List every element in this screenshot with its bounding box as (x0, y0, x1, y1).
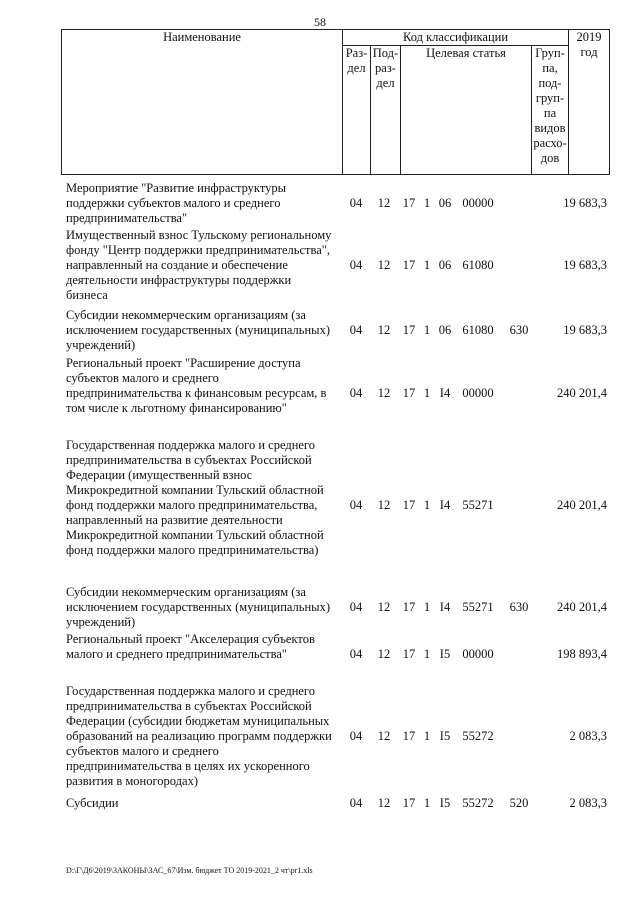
row-name-line: предпринимательства к финансовым ресурсам, в (66, 386, 327, 400)
cell-cs4: 00000 (462, 196, 494, 210)
header-year: 2019 год (569, 30, 610, 175)
row-name-line: Имущественный взнос Тульскому региональному (66, 228, 332, 242)
cell-podrazdel: 12 (377, 796, 391, 810)
cell-cs4: 55272 (462, 796, 494, 810)
cell-amount: 19 683,3 (563, 258, 607, 272)
row-name-line: субъектов малого и среднего (66, 371, 219, 385)
cell-razdel: 04 (349, 258, 363, 272)
cell-cs2: 1 (423, 386, 431, 400)
cell-cs3: 06 (438, 196, 452, 210)
row-name-line: учреждений) (66, 615, 136, 629)
cell-amount: 198 893,4 (557, 647, 607, 661)
row-name-line: предпринимательства в субъектах Российской (66, 453, 312, 467)
header-group: Груп- па, под- груп- па видов расхо- дов (532, 46, 569, 175)
cell-cs1: 17 (402, 647, 416, 661)
row-name-line: образований на реализацию программ поддержки (66, 729, 332, 743)
row-name-line: исключением государственных (муниципальных) (66, 600, 330, 614)
cell-cs1: 17 (402, 323, 416, 337)
cell-cs4: 00000 (462, 647, 494, 661)
row-name-line: Федерации (субсидии бюджетам муниципальных (66, 714, 330, 728)
cell-cs2: 1 (423, 600, 431, 614)
cell-cs2: 1 (423, 196, 431, 210)
cell-amount: 240 201,4 (557, 498, 607, 512)
row-name-line: деятельности инфраструктуры поддержки (66, 273, 292, 287)
cell-cs4: 55272 (462, 729, 494, 743)
cell-cs2: 1 (423, 729, 431, 743)
cell-podrazdel: 12 (377, 498, 391, 512)
cell-amount: 2 083,3 (569, 729, 607, 743)
cell-podrazdel: 12 (377, 323, 391, 337)
row-name-line: том числе к льготному финансированию" (66, 401, 287, 415)
cell-cs4: 55271 (462, 600, 494, 614)
row-name-line: учреждений) (66, 338, 136, 352)
cell-razdel: 04 (349, 498, 363, 512)
header-code: Код классификации (343, 30, 569, 46)
cell-cs2: 1 (423, 258, 431, 272)
cell-podrazdel: 12 (377, 647, 391, 661)
cell-cs3: I4 (439, 600, 451, 614)
row-name-line: предпринимательства в субъектах Российской (66, 699, 312, 713)
row-name-line: направленный на создание и обеспечение (66, 258, 288, 272)
cell-razdel: 04 (349, 386, 363, 400)
cell-cs2: 1 (423, 796, 431, 810)
header-target: Целевая статья (401, 46, 532, 175)
cell-cs3: 06 (438, 323, 452, 337)
row-name-line: малого и среднего предпринимательства" (66, 647, 288, 661)
cell-cs1: 17 (402, 729, 416, 743)
row-name-line: фонду "Центр поддержки предпринимательства", (66, 243, 330, 257)
cell-podrazdel: 12 (377, 386, 391, 400)
cell-amount: 2 083,3 (569, 796, 607, 810)
cell-group: 520 (509, 796, 529, 810)
cell-cs2: 1 (423, 498, 431, 512)
cell-cs3: I5 (439, 729, 451, 743)
cell-group: 630 (509, 323, 529, 337)
row-name-line: Государственная поддержка малого и среднего (66, 438, 315, 452)
cell-razdel: 04 (349, 196, 363, 210)
cell-razdel: 04 (349, 647, 363, 661)
cell-cs1: 17 (402, 796, 416, 810)
row-name-line: предпринимательства в целях их ускоренного (66, 759, 310, 773)
cell-cs1: 17 (402, 258, 416, 272)
cell-razdel: 04 (349, 729, 363, 743)
cell-cs2: 1 (423, 323, 431, 337)
cell-cs3: 06 (438, 258, 452, 272)
row-name-line: Микрокредитной компании Тульский областной (66, 483, 324, 497)
row-name-line: исключением государственных (муниципальных) (66, 323, 330, 337)
cell-cs3: I4 (439, 386, 451, 400)
row-name-line: Мероприятие "Развитие инфраструктуры (66, 181, 287, 195)
row-name-line: фонд поддержки малого предпринимательства, (66, 498, 318, 512)
cell-cs1: 17 (402, 600, 416, 614)
cell-cs4: 55271 (462, 498, 494, 512)
cell-razdel: 04 (349, 796, 363, 810)
header-razdel: Раз- дел (343, 46, 371, 175)
header-podrazdel: Под- раз- дел (371, 46, 401, 175)
table-header (61, 29, 610, 175)
page-number: 58 (314, 15, 326, 29)
row-name-line: развития в моногородах) (66, 774, 199, 788)
row-name-line: Субсидии некоммерческим организациям (за (66, 308, 306, 322)
row-name-line: направленный на развитие деятельности (66, 513, 283, 527)
row-name-line: субъектов малого и среднего (66, 744, 219, 758)
cell-cs4: 61080 (462, 258, 494, 272)
cell-podrazdel: 12 (377, 258, 391, 272)
cell-cs4: 00000 (462, 386, 494, 400)
cell-cs3: I5 (439, 796, 451, 810)
row-name-line: Субсидии некоммерческим организациям (за (66, 585, 306, 599)
header-name: Наименование (62, 30, 343, 175)
cell-podrazdel: 12 (377, 729, 391, 743)
cell-cs1: 17 (402, 498, 416, 512)
cell-cs2: 1 (423, 647, 431, 661)
row-name-line: Региональный проект "Расширение доступа (66, 356, 301, 370)
cell-cs1: 17 (402, 196, 416, 210)
row-name-line: поддержки субъектов малого и среднего (66, 196, 281, 210)
cell-group: 630 (509, 600, 529, 614)
cell-cs4: 61080 (462, 323, 494, 337)
cell-podrazdel: 12 (377, 196, 391, 210)
footer-file-path: D:\Г\Д6\2019\ЗАКОНЫ\ЗАС_67\Изм. бюджет ТО 2019-2021_2 чт\pr1.xls (66, 866, 313, 875)
cell-cs1: 17 (402, 386, 416, 400)
cell-razdel: 04 (349, 323, 363, 337)
row-name-line: предпринимательства" (66, 211, 188, 225)
row-name-line: Федерации (имущественный взнос (66, 468, 253, 482)
cell-cs3: I4 (439, 498, 451, 512)
cell-cs3: I5 (439, 647, 451, 661)
cell-amount: 19 683,3 (563, 196, 607, 210)
cell-amount: 240 201,4 (557, 386, 607, 400)
row-name-line: бизнеса (66, 288, 108, 302)
cell-amount: 19 683,3 (563, 323, 607, 337)
row-name-line: Региональный проект "Акселерация субъектов (66, 632, 315, 646)
cell-amount: 240 201,4 (557, 600, 607, 614)
row-name-line: фонд поддержки малого предпринимательства) (66, 543, 319, 557)
cell-podrazdel: 12 (377, 600, 391, 614)
row-name-line: Микрокредитной компании Тульский областной (66, 528, 324, 542)
row-name-line: Государственная поддержка малого и среднего (66, 684, 315, 698)
row-name-line: Субсидии (66, 796, 119, 810)
cell-razdel: 04 (349, 600, 363, 614)
